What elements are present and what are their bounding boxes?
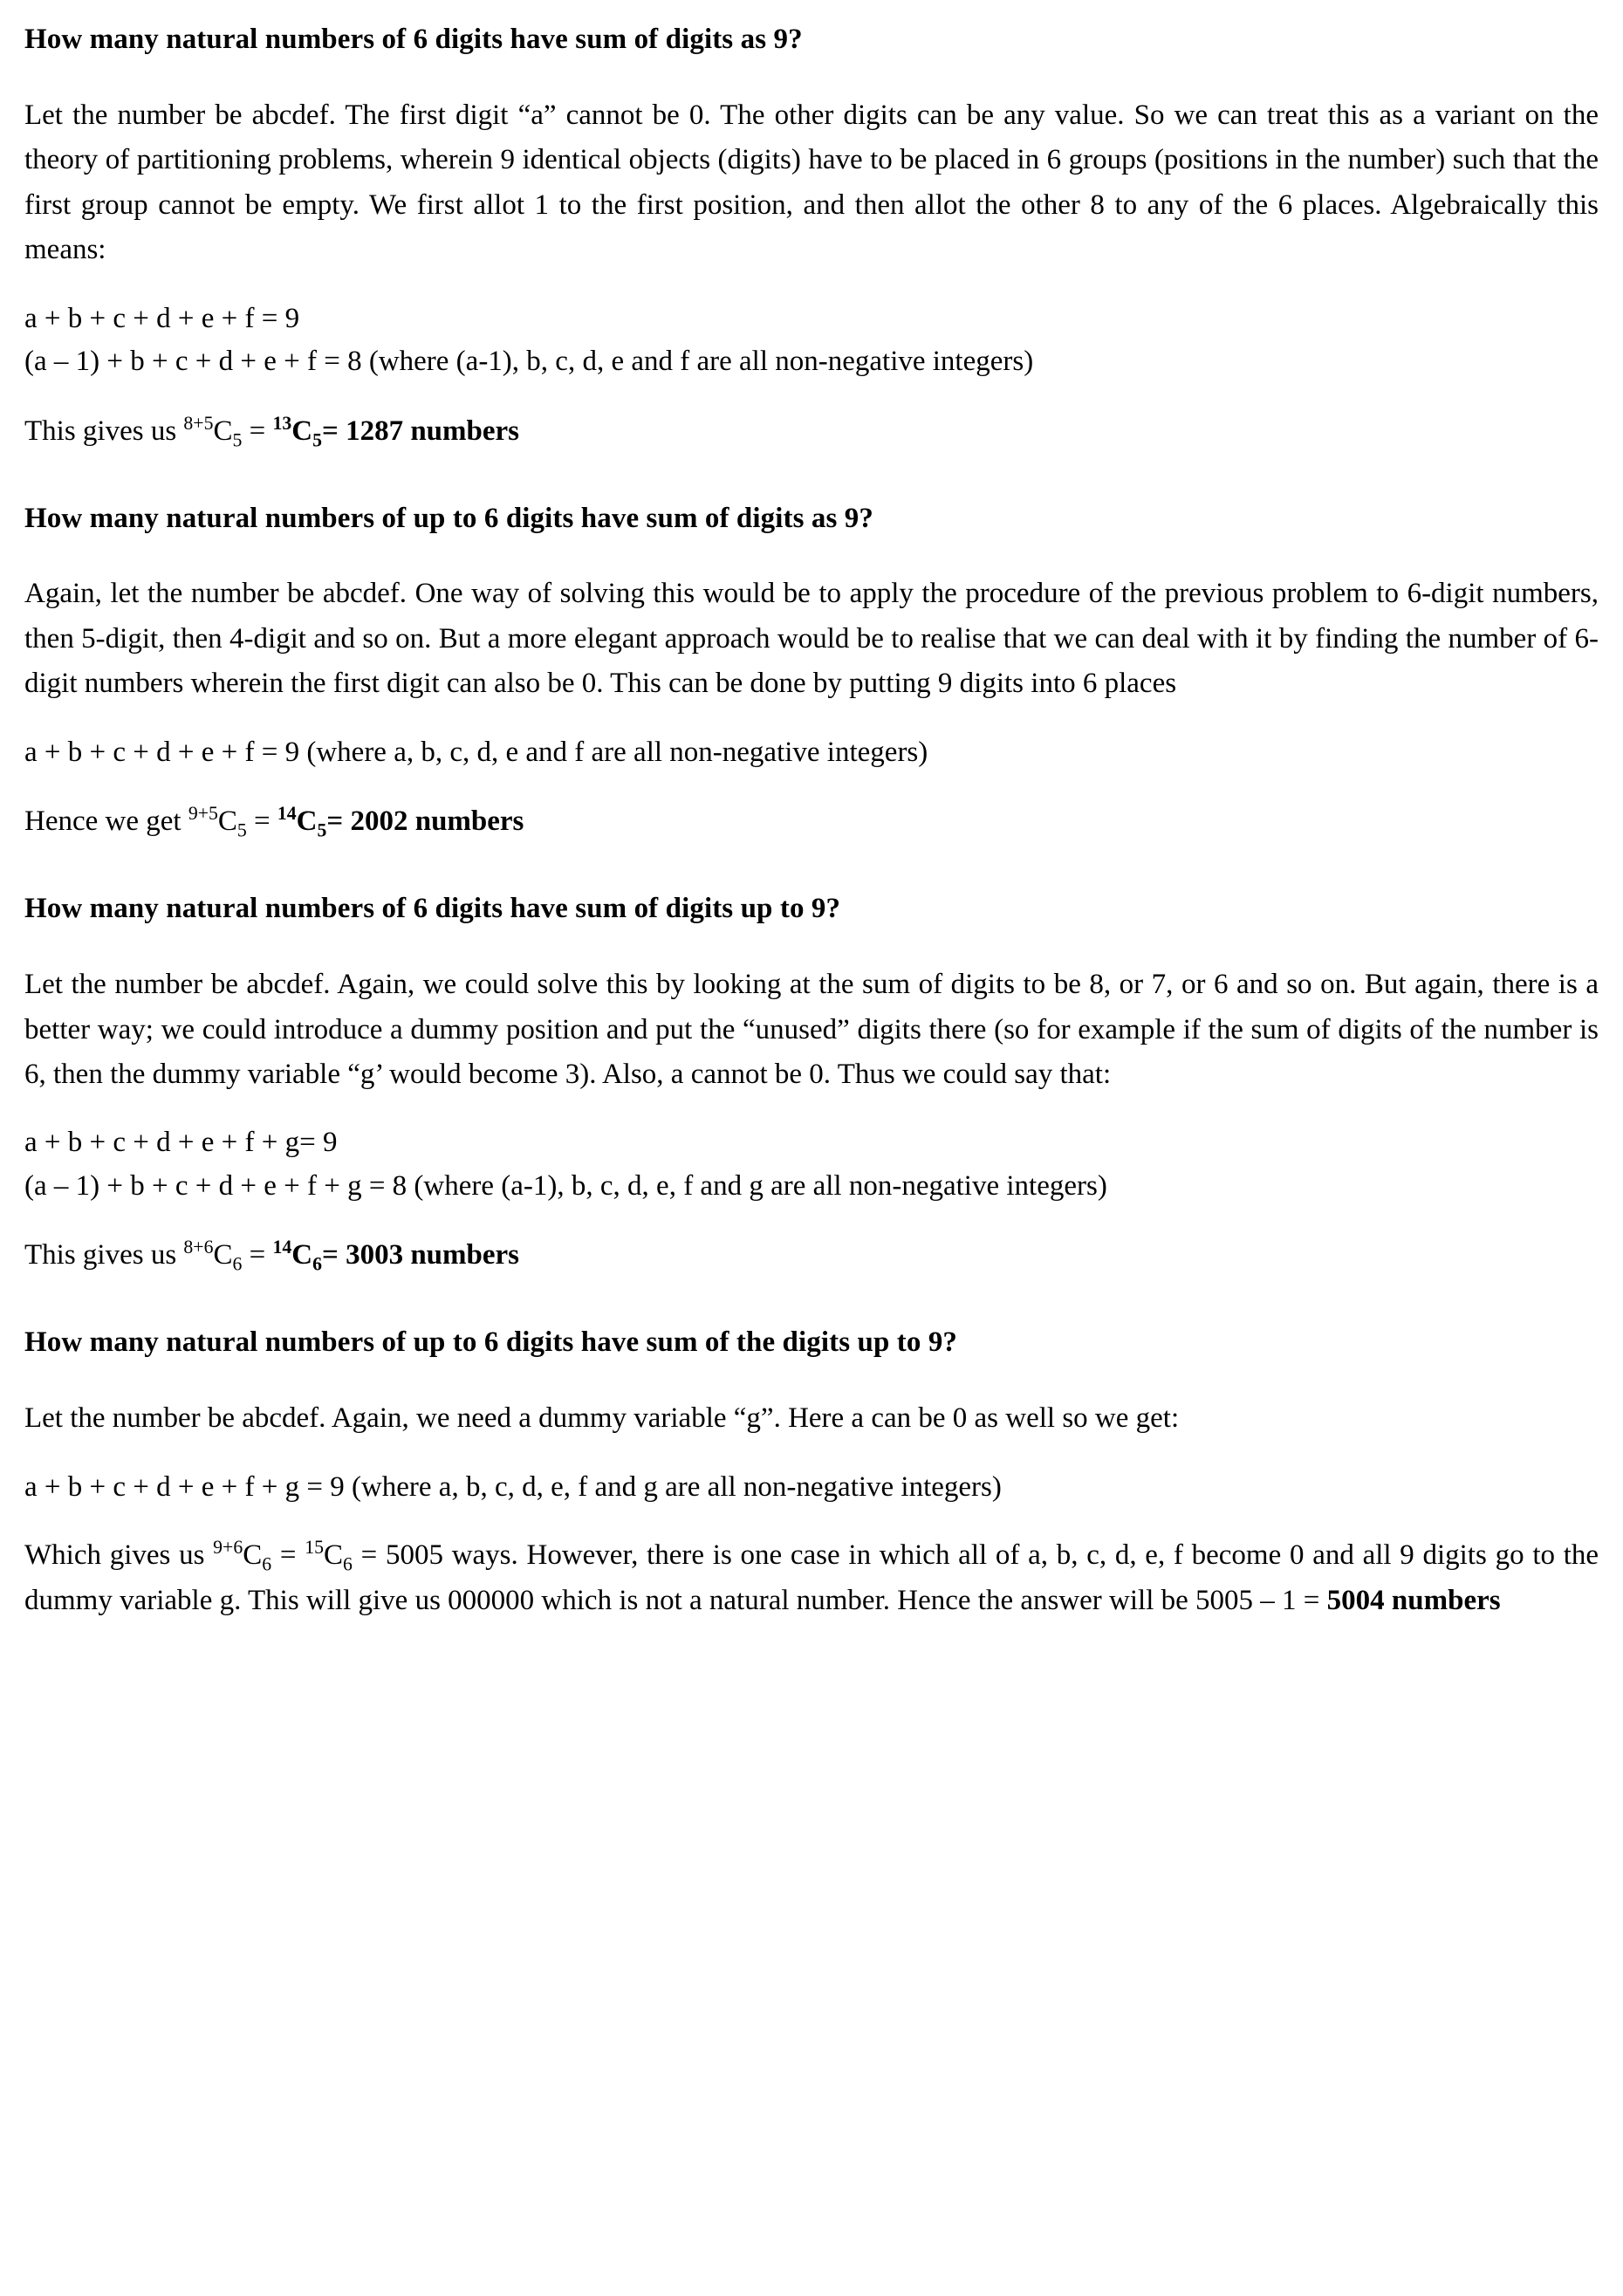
result-superscript-2a: 9+5 xyxy=(188,803,218,825)
final-base-a: C xyxy=(243,1539,263,1572)
result-subscript-2a: 5 xyxy=(236,819,247,841)
final-lead: Which gives us xyxy=(24,1539,205,1572)
section-paragraph-3: Let the number be abcdef. Again, we could solve this by looking at the sum of digits to be 8, or 7, or 6 and so on. But again, there is a better way; we could introduce a dummy position and put the “unused” digits there (so for example if the sum of digits of the number is 6, then the dummy variable “g’ would become 3). Also, a cannot be 0. Thus we could say that: xyxy=(24,969,1599,1090)
result-lead-3: This gives us xyxy=(24,1239,177,1271)
spacer xyxy=(24,1278,1599,1324)
final-superscript-b: 15 xyxy=(305,1537,324,1559)
final-superscript-a: 9+6 xyxy=(213,1537,243,1559)
final-equals-b: = xyxy=(360,1539,378,1572)
section-4-final xyxy=(24,1533,1599,1623)
spacer xyxy=(24,845,1599,890)
result-value-2: 2002 numbers xyxy=(350,805,524,838)
section-3-result xyxy=(24,1232,1599,1278)
result-subscript-1a: 5 xyxy=(232,429,243,451)
section-1-equation-1: a + b + c + d + e + f = 9 xyxy=(24,302,300,334)
section-paragraph-1: Let the number be abcdef. The first digit “a” cannot be 0. The other digits can be any value. So we can treat this as a variant on the theory of partitioning problems, wherein 9 identical objects (digits) have to be placed in 6 groups (positions in the number) such that the first group cannot be empty. We first allot 1 to the first position, and then allot the other 8 to any of the 6 places. Algebraically this means: xyxy=(24,99,1599,266)
spacer xyxy=(24,928,1599,963)
result-subscript-1b: 5 xyxy=(312,429,322,451)
result-equals-2a: = xyxy=(254,805,270,838)
final-subscript-a: 6 xyxy=(262,1553,272,1575)
final-equals-a: = xyxy=(279,1539,297,1572)
result-equals-2b: = xyxy=(326,805,344,838)
result-base-3b: C xyxy=(291,1239,313,1271)
section-1-equation-2: (a – 1) + b + c + d + e + f = 8 (where (a-1), b, c, d, e and f are all non-negative integers) xyxy=(24,346,1034,378)
spacer xyxy=(24,58,1599,93)
result-equals-1a: = xyxy=(249,415,266,447)
spacer xyxy=(24,1208,1599,1232)
result-lead-2: Hence we get xyxy=(24,805,181,838)
result-base-1a: C xyxy=(213,415,233,447)
section-heading-2: How many natural numbers of up to 6 digits have sum of digits as 9? xyxy=(24,502,873,534)
section-1-result xyxy=(24,408,1599,455)
spacer xyxy=(24,455,1599,500)
spacer xyxy=(24,537,1599,572)
result-value-3: 3003 numbers xyxy=(346,1239,519,1271)
final-tail-text: 5005 ways. However, there is one case in which all of a, b, c, d, e, f become 0 and all 9 digits go to the dummy variable g. This will give us 000000 which is not a natural number. Hence the answer will be 5005 – 1 = xyxy=(24,1539,1599,1616)
final-answer: 5004 numbers xyxy=(1326,1584,1501,1616)
section-heading-4: How many natural numbers of up to 6 digits have sum of the digits up to 9? xyxy=(24,1326,958,1359)
section-2-result xyxy=(24,798,1599,845)
result-lead-1: This gives us xyxy=(24,415,177,447)
section-paragraph-2: Again, let the number be abcdef. One way of solving this would be to apply the procedure of the previous problem to 6-digit numbers, then 5-digit, then 4-digit and so on. But a more elegant approach would be to realise that we can deal with it by finding the number of 6-digit numbers wherein the first digit can also be 0. This can be done by putting 9 digits into 6 places xyxy=(24,578,1599,700)
spacer xyxy=(24,384,1599,408)
section-heading-3: How many natural numbers of 6 digits have sum of digits up to 9? xyxy=(24,893,841,925)
section-4-equation-1: a + b + c + d + e + f + g = 9 (where a, b, c, d, e, f and g are all non-negative integers) xyxy=(24,1470,1002,1503)
result-equals-3a: = xyxy=(249,1239,266,1271)
spacer xyxy=(24,273,1599,298)
spacer xyxy=(24,1509,1599,1533)
result-subscript-3a: 6 xyxy=(232,1254,243,1276)
spacer xyxy=(24,1442,1599,1466)
result-superscript-1b: 13 xyxy=(272,412,292,434)
result-equals-3b: = xyxy=(322,1239,339,1271)
final-base-b: C xyxy=(323,1539,343,1572)
result-superscript-1a: 8+5 xyxy=(183,412,214,434)
result-subscript-3b: 6 xyxy=(312,1254,322,1276)
result-value-1: 1287 numbers xyxy=(346,415,519,447)
final-subscript-b: 6 xyxy=(342,1553,353,1575)
result-base-2b: C xyxy=(296,805,318,838)
result-equals-1b: = xyxy=(322,415,339,447)
result-base-2a: C xyxy=(217,805,237,838)
section-3-equation-2: (a – 1) + b + c + d + e + f + g = 8 (where (a-1), b, c, d, e, f and g are all non-negative integers) xyxy=(24,1169,1107,1202)
spacer xyxy=(24,707,1599,731)
spacer xyxy=(24,1097,1599,1121)
section-3-equation-1: a + b + c + d + e + f + g= 9 xyxy=(24,1127,338,1159)
spacer xyxy=(24,774,1599,798)
result-superscript-3b: 14 xyxy=(272,1237,292,1258)
result-subscript-2b: 5 xyxy=(317,819,327,841)
result-superscript-2b: 14 xyxy=(277,803,297,825)
section-2-equation-1: a + b + c + d + e + f = 9 (where a, b, c, d, e and f are all non-negative integers) xyxy=(24,736,928,768)
section-paragraph-4: Let the number be abcdef. Again, we need a dummy variable “g”. Here a can be 0 as well so we get: xyxy=(24,1402,1180,1435)
result-superscript-3a: 8+6 xyxy=(183,1237,214,1258)
result-base-1b: C xyxy=(291,415,313,447)
spacer xyxy=(24,1361,1599,1396)
result-base-3a: C xyxy=(213,1239,233,1271)
section-heading-1: How many natural numbers of 6 digits have sum of digits as 9? xyxy=(24,24,803,55)
